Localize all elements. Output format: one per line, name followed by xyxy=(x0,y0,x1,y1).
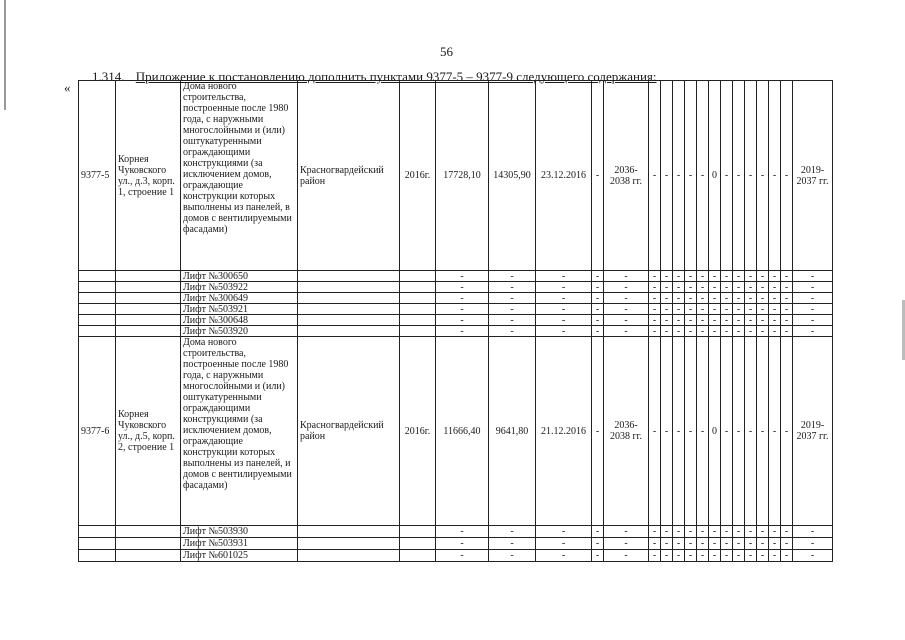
value1-cell: 17728,10 xyxy=(436,81,489,271)
empty-cell xyxy=(400,538,436,550)
value2-cell: 14305,90 xyxy=(489,81,536,271)
dash-cell: - xyxy=(721,526,733,538)
dash-cell: - xyxy=(745,315,757,326)
dash-cell: - xyxy=(709,526,721,538)
lift-name-cell: Лифт №503920 xyxy=(181,326,298,337)
dash-cell: - xyxy=(793,326,833,337)
dash-cell: - xyxy=(757,538,769,550)
dash-cell: - xyxy=(733,315,745,326)
dash-cell: - xyxy=(592,304,604,315)
quote-mark: « xyxy=(64,80,71,95)
dash-cell: - xyxy=(649,550,661,562)
empty-cell xyxy=(400,550,436,562)
lift-name-cell: Лифт №503921 xyxy=(181,304,298,315)
dash-cell: - xyxy=(709,550,721,562)
dash-cell: - xyxy=(489,326,536,337)
lift-row xyxy=(79,271,833,282)
period2-cell: 2019-2037 гг. xyxy=(793,81,833,271)
dash-cell: - xyxy=(649,538,661,550)
dash-cell: - xyxy=(793,282,833,293)
dash-cell: - xyxy=(592,337,604,526)
dash-cell: - xyxy=(781,337,793,526)
dash-cell: - xyxy=(661,304,673,315)
dash-cell: - xyxy=(604,526,649,538)
empty-cell xyxy=(116,293,181,304)
dash-cell: - xyxy=(604,282,649,293)
dash-cell: - xyxy=(709,326,721,337)
dash-cell: - xyxy=(661,315,673,326)
dash-cell: - xyxy=(489,315,536,326)
district-cell: Красногвардейский район xyxy=(298,81,400,271)
dash-cell: - xyxy=(769,304,781,315)
description-cell: Дома нового строительства, построенные после 1980 года, с наружными многослойными и (или) оштукатуренными ограждающими конструкциями (за исключением домов, ограждающие конструкции которых выполнены из панелей, в домов с вентилируемыми фасадами) xyxy=(181,81,298,271)
dash-cell: - xyxy=(733,293,745,304)
empty-cell xyxy=(116,326,181,337)
dash-cell: - xyxy=(793,526,833,538)
empty-cell xyxy=(79,271,116,282)
dash-cell: - xyxy=(436,550,489,562)
dash-cell: - xyxy=(733,304,745,315)
dash-cell: - xyxy=(436,293,489,304)
dash-cell: - xyxy=(604,304,649,315)
dash-cell: - xyxy=(649,271,661,282)
dash-cell: - xyxy=(697,271,709,282)
district-cell: Красногвардейский район xyxy=(298,337,400,526)
dash-cell: - xyxy=(673,271,685,282)
dash-cell: - xyxy=(536,526,592,538)
dash-cell: - xyxy=(709,538,721,550)
dash-cell: - xyxy=(649,526,661,538)
dash-cell: - xyxy=(697,550,709,562)
dash-cell: - xyxy=(733,337,745,526)
zero-cell: 0 xyxy=(709,337,721,526)
lift-row xyxy=(79,293,833,304)
empty-cell xyxy=(298,293,400,304)
dash-cell: - xyxy=(793,271,833,282)
dash-cell: - xyxy=(489,293,536,304)
dash-cell: - xyxy=(709,304,721,315)
dash-cell: - xyxy=(781,271,793,282)
dash-cell: - xyxy=(781,526,793,538)
description-cell: Дома нового строительства, построенные после 1980 года, с наружными многослойными и (или) оштукатуренными ограждающими конструкциями (за исключением домов, ограждающие конструкции которых выполнены из панелей, и домов с вентилируемыми фасадами) xyxy=(181,337,298,526)
dash-cell: - xyxy=(673,326,685,337)
dash-cell: - xyxy=(673,81,685,271)
dash-cell: - xyxy=(685,304,697,315)
lift-name-cell: Лифт №503931 xyxy=(181,538,298,550)
dash-cell: - xyxy=(709,271,721,282)
dash-cell: - xyxy=(649,282,661,293)
dash-cell: - xyxy=(649,315,661,326)
dash-cell: - xyxy=(709,315,721,326)
dash-cell: - xyxy=(745,538,757,550)
dash-cell: - xyxy=(697,326,709,337)
dash-cell: - xyxy=(697,282,709,293)
empty-cell xyxy=(79,526,116,538)
dash-cell: - xyxy=(685,326,697,337)
lift-name-cell: Лифт №300649 xyxy=(181,293,298,304)
dash-cell: - xyxy=(649,326,661,337)
dash-cell: - xyxy=(781,304,793,315)
dash-cell: - xyxy=(489,550,536,562)
dash-cell: - xyxy=(781,550,793,562)
dash-cell: - xyxy=(536,538,592,550)
zero-cell: 0 xyxy=(709,81,721,271)
empty-cell xyxy=(298,538,400,550)
dash-cell: - xyxy=(721,282,733,293)
dash-cell: - xyxy=(745,526,757,538)
value1-cell: 11666,40 xyxy=(436,337,489,526)
dash-cell: - xyxy=(536,315,592,326)
dash-cell: - xyxy=(745,550,757,562)
dash-cell: - xyxy=(733,282,745,293)
dash-cell: - xyxy=(436,538,489,550)
lift-row xyxy=(79,538,833,550)
dash-cell: - xyxy=(733,271,745,282)
dash-cell: - xyxy=(604,550,649,562)
dash-cell: - xyxy=(661,271,673,282)
dash-cell: - xyxy=(436,271,489,282)
dash-cell: - xyxy=(685,526,697,538)
dash-cell: - xyxy=(757,81,769,271)
dash-cell: - xyxy=(673,538,685,550)
dash-cell: - xyxy=(697,337,709,526)
dash-cell: - xyxy=(536,550,592,562)
dash-cell: - xyxy=(721,337,733,526)
dash-cell: - xyxy=(781,315,793,326)
row-id: 9377-5 xyxy=(79,81,116,271)
dash-cell: - xyxy=(592,282,604,293)
empty-cell xyxy=(116,538,181,550)
lift-row xyxy=(79,315,833,326)
scan-edge-mark xyxy=(4,0,6,110)
dash-cell: - xyxy=(793,304,833,315)
empty-cell xyxy=(116,271,181,282)
dash-cell: - xyxy=(745,293,757,304)
table-row xyxy=(79,81,833,271)
dash-cell: - xyxy=(769,550,781,562)
dash-cell: - xyxy=(661,538,673,550)
dash-cell: - xyxy=(745,326,757,337)
dash-cell: - xyxy=(536,293,592,304)
address-cell: Корнея Чуковского ул., д.3, корп. 1, строение 1 xyxy=(116,81,181,271)
dash-cell: - xyxy=(793,315,833,326)
dash-cell: - xyxy=(757,526,769,538)
appendix-table xyxy=(78,80,833,562)
dash-cell: - xyxy=(489,538,536,550)
dash-cell: - xyxy=(781,81,793,271)
dash-cell: - xyxy=(697,526,709,538)
dash-cell: - xyxy=(733,538,745,550)
section-number: 1.314. xyxy=(92,69,125,84)
dash-cell: - xyxy=(592,550,604,562)
dash-cell: - xyxy=(733,550,745,562)
dash-cell: - xyxy=(757,293,769,304)
dash-cell: - xyxy=(685,538,697,550)
dash-cell: - xyxy=(489,282,536,293)
dash-cell: - xyxy=(781,282,793,293)
dash-cell: - xyxy=(673,337,685,526)
dash-cell: - xyxy=(649,293,661,304)
dash-cell: - xyxy=(733,326,745,337)
dash-cell: - xyxy=(489,271,536,282)
empty-cell xyxy=(79,282,116,293)
dash-cell: - xyxy=(793,293,833,304)
dash-cell: - xyxy=(604,271,649,282)
empty-cell xyxy=(79,304,116,315)
lift-row xyxy=(79,526,833,538)
dash-cell: - xyxy=(661,337,673,526)
empty-cell xyxy=(79,293,116,304)
dash-cell: - xyxy=(793,550,833,562)
dash-cell: - xyxy=(721,293,733,304)
dash-cell: - xyxy=(673,550,685,562)
table-row xyxy=(79,337,833,526)
dash-cell: - xyxy=(661,81,673,271)
dash-cell: - xyxy=(536,304,592,315)
dash-cell: - xyxy=(769,337,781,526)
dash-cell: - xyxy=(661,293,673,304)
dash-cell: - xyxy=(592,526,604,538)
dash-cell: - xyxy=(592,271,604,282)
year-cell: 2016г. xyxy=(400,81,436,271)
dash-cell: - xyxy=(745,304,757,315)
section-text: Приложение к постановлению дополнить пунктами 9377-5 – 9377-9 следующего содержания: xyxy=(135,69,657,84)
dash-cell: - xyxy=(673,282,685,293)
dash-cell: - xyxy=(604,315,649,326)
dash-cell: - xyxy=(592,326,604,337)
dash-cell: - xyxy=(685,271,697,282)
dash-cell: - xyxy=(745,271,757,282)
lift-row xyxy=(79,282,833,293)
empty-cell xyxy=(400,526,436,538)
empty-cell xyxy=(79,538,116,550)
dash-cell: - xyxy=(781,326,793,337)
dash-cell: - xyxy=(745,282,757,293)
dash-cell: - xyxy=(661,282,673,293)
dash-cell: - xyxy=(649,304,661,315)
empty-cell xyxy=(298,304,400,315)
dash-cell: - xyxy=(661,326,673,337)
empty-cell xyxy=(400,282,436,293)
empty-cell xyxy=(298,326,400,337)
date-cell: 21.12.2016 xyxy=(536,337,592,526)
year-cell: 2016г. xyxy=(400,337,436,526)
lift-row xyxy=(79,326,833,337)
dash-cell: - xyxy=(536,282,592,293)
dash-cell: - xyxy=(721,304,733,315)
address-cell: Корнея Чуковского ул., д.5, корп. 2, строение 1 xyxy=(116,337,181,526)
dash-cell: - xyxy=(685,315,697,326)
empty-cell xyxy=(79,315,116,326)
dash-cell: - xyxy=(592,293,604,304)
dash-cell: - xyxy=(536,326,592,337)
dash-cell: - xyxy=(436,315,489,326)
dash-cell: - xyxy=(673,293,685,304)
empty-cell xyxy=(400,271,436,282)
dash-cell: - xyxy=(685,550,697,562)
dash-cell: - xyxy=(685,337,697,526)
dash-cell: - xyxy=(721,81,733,271)
dash-cell: - xyxy=(436,282,489,293)
dash-cell: - xyxy=(685,282,697,293)
dash-cell: - xyxy=(757,550,769,562)
dash-cell: - xyxy=(769,526,781,538)
dash-cell: - xyxy=(685,293,697,304)
row-id: 9377-6 xyxy=(79,337,116,526)
dash-cell: - xyxy=(436,304,489,315)
page-number: 56 xyxy=(440,44,453,59)
dash-cell: - xyxy=(721,326,733,337)
dash-cell: - xyxy=(661,526,673,538)
empty-cell xyxy=(400,326,436,337)
dash-cell: - xyxy=(769,282,781,293)
empty-cell xyxy=(298,526,400,538)
dash-cell: - xyxy=(661,550,673,562)
dash-cell: - xyxy=(769,315,781,326)
dash-cell: - xyxy=(697,538,709,550)
period1-cell: 2036-2038 гг. xyxy=(604,337,649,526)
dash-cell: - xyxy=(673,304,685,315)
dash-cell: - xyxy=(697,315,709,326)
dash-cell: - xyxy=(769,271,781,282)
lift-name-cell: Лифт №503930 xyxy=(181,526,298,538)
lift-name-cell: Лифт №601025 xyxy=(181,550,298,562)
dash-cell: - xyxy=(793,538,833,550)
empty-cell xyxy=(79,550,116,562)
dash-cell: - xyxy=(721,550,733,562)
lift-row xyxy=(79,550,833,562)
dash-cell: - xyxy=(757,315,769,326)
lift-name-cell: Лифт №300650 xyxy=(181,271,298,282)
empty-cell xyxy=(116,282,181,293)
dash-cell: - xyxy=(592,81,604,271)
empty-cell xyxy=(298,271,400,282)
empty-cell xyxy=(298,550,400,562)
lift-name-cell: Лифт №300648 xyxy=(181,315,298,326)
period1-cell: 2036-2038 гг. xyxy=(604,81,649,271)
dash-cell: - xyxy=(781,538,793,550)
dash-cell: - xyxy=(745,81,757,271)
dash-cell: - xyxy=(757,337,769,526)
dash-cell: - xyxy=(649,337,661,526)
dash-cell: - xyxy=(757,271,769,282)
empty-cell xyxy=(79,326,116,337)
dash-cell: - xyxy=(604,326,649,337)
dash-cell: - xyxy=(489,526,536,538)
period2-cell: 2019-2037 гг. xyxy=(793,337,833,526)
dash-cell: - xyxy=(721,315,733,326)
dash-cell: - xyxy=(592,315,604,326)
dash-cell: - xyxy=(769,293,781,304)
dash-cell: - xyxy=(604,538,649,550)
dash-cell: - xyxy=(769,538,781,550)
dash-cell: - xyxy=(757,304,769,315)
dash-cell: - xyxy=(721,538,733,550)
dash-cell: - xyxy=(697,81,709,271)
dash-cell: - xyxy=(673,526,685,538)
dash-cell: - xyxy=(436,526,489,538)
value2-cell: 9641,80 xyxy=(489,337,536,526)
empty-cell xyxy=(116,315,181,326)
empty-cell xyxy=(116,550,181,562)
dash-cell: - xyxy=(673,315,685,326)
dash-cell: - xyxy=(697,304,709,315)
empty-cell xyxy=(116,526,181,538)
lift-name-cell: Лифт №503922 xyxy=(181,282,298,293)
dash-cell: - xyxy=(721,271,733,282)
dash-cell: - xyxy=(757,326,769,337)
dash-cell: - xyxy=(685,81,697,271)
empty-cell xyxy=(116,304,181,315)
dash-cell: - xyxy=(781,293,793,304)
empty-cell xyxy=(400,293,436,304)
dash-cell: - xyxy=(697,293,709,304)
dash-cell: - xyxy=(604,293,649,304)
empty-cell xyxy=(298,315,400,326)
dash-cell: - xyxy=(436,326,489,337)
dash-cell: - xyxy=(757,282,769,293)
dash-cell: - xyxy=(592,538,604,550)
dash-cell: - xyxy=(733,526,745,538)
dash-cell: - xyxy=(769,326,781,337)
dash-cell: - xyxy=(489,304,536,315)
dash-cell: - xyxy=(733,81,745,271)
lift-row xyxy=(79,304,833,315)
dash-cell: - xyxy=(536,271,592,282)
dash-cell: - xyxy=(769,81,781,271)
dash-cell: - xyxy=(649,81,661,271)
empty-cell xyxy=(298,282,400,293)
dash-cell: - xyxy=(709,282,721,293)
dash-cell: - xyxy=(709,293,721,304)
date-cell: 23.12.2016 xyxy=(536,81,592,271)
empty-cell xyxy=(400,304,436,315)
dash-cell: - xyxy=(745,337,757,526)
empty-cell xyxy=(400,315,436,326)
